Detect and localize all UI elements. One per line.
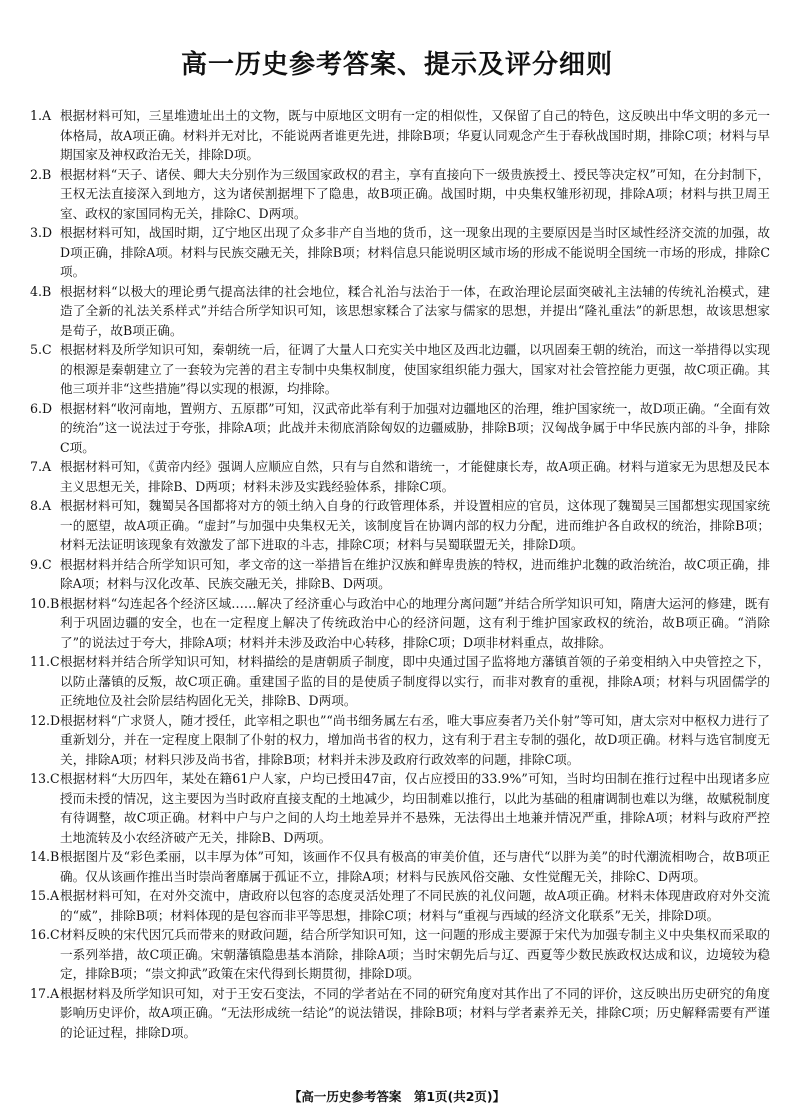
answer-number: 9.C	[30, 556, 52, 572]
answer-number: 6.D	[30, 400, 53, 416]
answer-item	[30, 769, 770, 847]
answer-explanation: 根据材料及所学知识可知，对于王安石变法，不同的学者站在不同的研究角度对其作出了不同的评价，这反映出历史研究的角度影响历史评价，故A项正确。“无法形成统一结论”的说法错误，排除B项；材料与学者素养无关，排除C项；历史解释需要有严谨的论证过程，排除D项。	[60, 985, 770, 1040]
answer-explanation: 材料反映的宋代因冗兵而带来的财政问题，结合所学知识可知，这一问题的形成主要源于宋代为加强专制主义中央集权而采取的一系列举措，故C项正确。宋朝藩镇隐患基本消除，排除A项；当时宋朝先后与辽、西夏等少数民族政权达成和议，边境较为稳定，排除B项；“崇文抑武”政策在宋代得到长期贯彻，排除D项。	[60, 927, 770, 981]
answer-item	[30, 399, 770, 458]
answer-item	[30, 555, 770, 594]
answer-number: 16.C	[30, 927, 60, 942]
answer-explanation: 根据材料并结合所学知识可知，孝文帝的这一举措旨在维护汉族和鲜卑贵族的特权，进而维护北魏的政治统治，故C项正确，排除A项；材料与汉化改革、民族交融无关，排除B、D两项。	[60, 556, 770, 591]
answer-explanation: 根据材料及所学知识可知，秦朝统一后，征调了大量人口充实关中地区及西北边疆，以巩固秦王朝的统治，而这一举措得以实现的根源是秦朝建立了一套较为完善的君主专制中央集权制度，使国家组织能力强大，国家对社会管控能力更强，故C项正确。其他三项并非“这些措施”得以实现的根源，均排除。	[60, 342, 770, 396]
answer-number: 14.B	[30, 849, 60, 864]
answer-explanation: 根据材料可知，三星堆遗址出土的文物，既与中原地区文明有一定的相似性，又保留了自己的特色，这反映出中华文明的多元一体格局，故A项正确。材料并无对比，不能说两者谁更先进，排除B项；华夏认同观念产生于春秋战国时期，排除C项；材料与早期国家及神权政治无关，排除D项。	[60, 108, 770, 162]
answer-number: 2.B	[30, 166, 52, 182]
answer-number: 8.A	[30, 498, 52, 513]
answer-item	[30, 340, 770, 399]
answer-item	[30, 652, 770, 711]
answer-item	[30, 165, 770, 224]
answer-explanation: 根据图片及“彩色柔丽，以丰厚为体”可知，该画作不仅具有极高的审美价值，还与唐代“以胖为美”的时代潮流相吻合，故B项正确。仅从该画作推出当时崇尚奢靡属于孤证不立，排除A项；材料与民族风俗交融、女性觉醒无关，排除C、D两项。	[60, 849, 770, 884]
answer-number: 12.D	[30, 712, 61, 728]
answer-explanation: 根据材料可知，《黄帝内经》强调人应顺应自然，只有与自然和谐统一，才能健康长寿，故A项正确。材料与道家无为思想及民本主义思想无关，排除B、D两项；材料未涉及实践经验体系，排除C项。	[60, 459, 770, 494]
answer-explanation: 根据材料可知，战国时期，辽宁地区出现了众多非产自当地的货币，这一现象出现的主要原因是当时区域性经济交流的加强，故D项正确，排除A项。材料与民族交融无关，排除B项；材料信息只能说明区域市场的形成不能说明全国统一市场的形成，排除C项。	[60, 225, 770, 279]
answer-item	[30, 711, 770, 770]
answer-item	[30, 886, 770, 925]
answer-item	[30, 984, 770, 1043]
page-footer: 【高一历史参考答案 第1页(共2页)】	[288, 1089, 506, 1104]
answer-explanation: 根据材料“天子、诸侯、卿大夫分别作为三级国家政权的君主，享有直接向下一级贵族授土、授民等决定权”可知，在分封制下，王权无法直接深入到地方，这为诸侯割据埋下了隐患，故B项正确。战国时期，中央集权雏形初现，排除A项；材料与拱卫周王室、政权的家国同构无关，排除C、D两项。	[60, 166, 770, 221]
answer-number: 1.A	[30, 108, 52, 123]
answer-number: 13.C	[30, 771, 60, 786]
answer-explanation: 根据材料可知，魏蜀吴各国都将对方的领土纳入自身的行政管理体系，并设置相应的官员，这体现了魏蜀吴三国都想实现国家统一的愿望，故A项正确。“虚封”与加强中央集权无关，该制度旨在协调内部的权力分配，进而维护各自政权的统治，排除B项；材料无法证明该现象有效激发了部下进取的斗志，排除C项；材料与吴蜀联盟无关，排除D项。	[60, 498, 770, 552]
answer-explanation: 根据材料“广求贤人，随才授任，此宰相之职也”“尚书细务属左右丞，唯大事应奏者乃关仆射”等可知，唐太宗对中枢权力进行了重新划分，并在一定程度上限制了仆射的权力，增加尚书省的权力，这有利于君主专制的强化，故D项正确。材料与选官制度无关，排除A项；材料只涉及尚书省，排除B项；材料并未涉及政府行政效率的问题，排除C项。	[60, 712, 770, 767]
answer-number: 5.C	[30, 342, 52, 357]
answer-explanation: 根据材料“勾连起各个经济区域……解决了经济重心与政治中心的地理分离问题”并结合所学知识可知，隋唐大运河的修建，既有利于巩固边疆的安全，也在一定程度上解决了传统政治中心的经济问题，这有利于维护国家政权的统治，故B项正确。“消除了”的说法过于夸大，排除A项；材料并未涉及政治中心转移，排除C项；D项非材料重点，故排除。	[60, 595, 770, 650]
answer-number: 15.A	[30, 888, 60, 903]
answer-number: 10.B	[30, 595, 60, 611]
answer-explanation: 根据材料“以极大的理论勇气提高法律的社会地位，糅合礼治与法治于一体，在政治理论层面突破礼主法辅的传统礼治模式，建造了全新的礼法关系样式”并结合所学知识可知，该思想家糅合了法家与儒家的思想，并提出“隆礼重法”的新思想，故该思想家是荀子，故B项正确。	[60, 283, 770, 338]
answer-explanation: 根据材料“收河南地，置朔方、五原郡”可知，汉武帝此举有利于加强对边疆地区的治理，维护国家统一，故D项正确。“全面有效的统治”这一说法过于夸张，排除A项；此战并未彻底消除匈奴的边疆威胁，排除B项；汉匈战争属于中华民族内部的斗争，排除C项。	[60, 400, 770, 455]
answer-item	[30, 223, 770, 282]
answer-item	[30, 847, 770, 886]
answer-number: 7.A	[30, 459, 52, 474]
page-title: 高一历史参考答案、提示及评分细则	[180, 50, 613, 80]
answer-explanation: 根据材料可知，在对外交流中，唐政府以包容的态度灵活处理了不同民族的礼仪问题，故A项正确。材料未体现唐政府对外交流的“威”，排除B项；材料体现的是包容而非平等思想，排除C项；材料与“重视与西域的经济文化联系”无关，排除D项。	[60, 888, 770, 923]
answer-item	[30, 925, 770, 984]
answer-item	[30, 496, 770, 555]
answer-item	[30, 594, 770, 653]
answer-number: 17.A	[30, 985, 60, 1001]
answer-number: 3.D	[30, 225, 53, 240]
answer-explanation: 根据材料“大历四年，某处在籍61户人家，户均已授田47亩，仅占应授田的33.9%”可知，当时均田制在推行过程中出现诸多应授而未授的情况，这主要因为当时政府直接支配的土地减少，均田制难以推行，以此为基础的租庸调制也难以为继，故赋税制度有待调整，故C项正确。材料中户与户之间的人均土地差异并不悬殊，无法得出土地兼并情况严重，排除A项；材料与政府严控土地流转及小农经济破产无关，排除B、D两项。	[60, 771, 770, 845]
answer-explanation: 根据材料并结合所学知识可知，材料描绘的是唐朝质子制度，即中央通过国子监将地方藩镇首领的子弟变相纳入中央管控之下，以防止藩镇的反叛，故C项正确。重建国子监的目的是使质子制度得以实行，而非对教育的重视，排除A项；材料与巩固儒学的正统地位及社会阶层结构固化无关，排除B、D两项。	[60, 654, 770, 708]
answer-number: 4.B	[30, 283, 52, 299]
answer-item	[30, 106, 770, 165]
answer-item	[30, 457, 770, 496]
answer-number: 11.C	[30, 654, 60, 669]
answer-list	[30, 106, 770, 1042]
answer-item	[30, 282, 770, 341]
